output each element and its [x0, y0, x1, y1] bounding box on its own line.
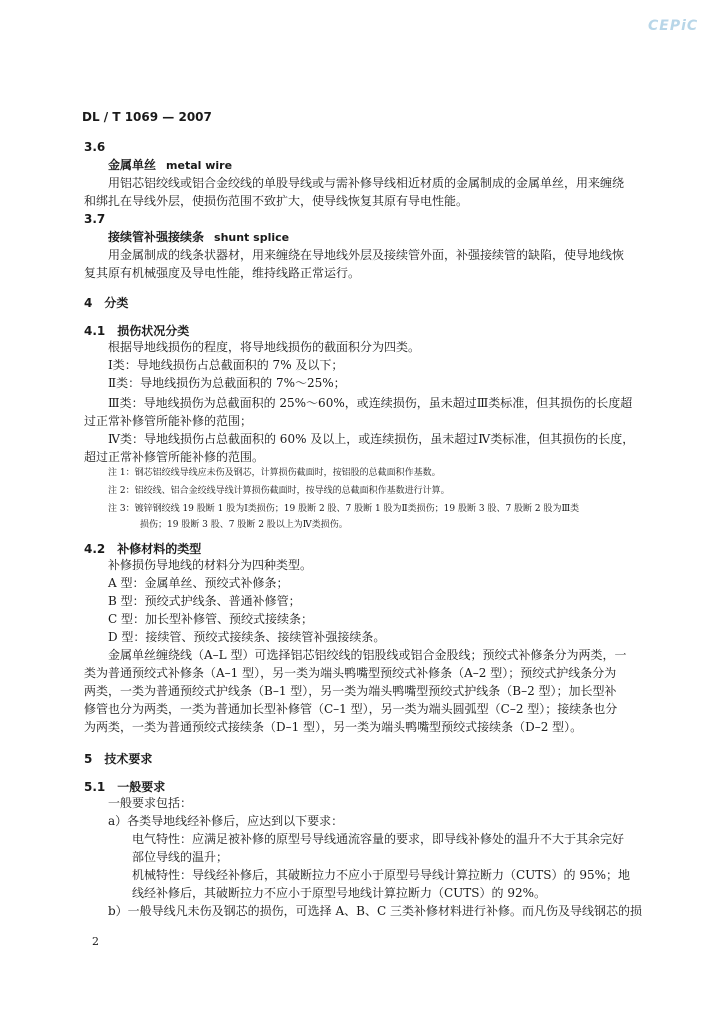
term-en: shunt splice — [214, 231, 290, 244]
list-item: Ⅳ类：导地线损伤占总截面积的 60% 及以上，或连续损伤，虽未超过Ⅳ类标准，但其损伤的长度， — [108, 432, 635, 446]
section-4-2-heading: 4.2 补修材料的类型 — [84, 542, 202, 556]
paragraph-line: 线经补修后，其破断拉力不应小于原型号地线计算拉断力（CUTS）的 92%。 — [132, 886, 547, 900]
term-zh: 接续管补强接续条 — [108, 230, 205, 244]
term-title — [108, 230, 289, 245]
paragraph-line: 用铝芯铝绞线或铝合金绞线的单股导线或与需补修导线相近材质的金属制成的金属单丝，用来缠绕 — [108, 176, 625, 190]
paragraph-line: 补修损伤导地线的材料分为四种类型。 — [108, 558, 313, 572]
list-item: B 型：预绞式护线条、普通补修管； — [108, 594, 301, 608]
note-1: 注 1：钢芯铝绞线导线应未伤及钢芯，计算损伤截面时，按铝股的总截面积作基数。 — [108, 468, 441, 478]
paragraph-line: 根据导地线损伤的程度，将导地线损伤的截面积分为四类。 — [108, 340, 421, 354]
section-4-heading: 4 分类 — [84, 296, 129, 310]
section-4-1-heading: 4.1 损伤状况分类 — [84, 324, 190, 338]
term-en: metal wire — [166, 159, 233, 172]
paragraph-line: 电气特性：应满足被补修的原型号导线通流容量的要求，即导线补修处的温升不大于其余完好 — [132, 832, 625, 846]
cepic-watermark: CEPiC — [648, 18, 699, 34]
section-3-6: 3.6 — [84, 140, 106, 154]
note-3: 注 3：镀锌钢绞线 19 股断 1 股为Ⅰ类损伤；19 股断 2 股、7 股断 1 股为Ⅱ类损伤；19 股断 3 股、7 股断 2 股为Ⅲ类 — [108, 504, 580, 514]
paragraph-line: 和绑扎在导线外层，使损伤范围不致扩大，使导线恢复其原有导电性能。 — [84, 194, 469, 208]
section-3-7: 3.7 — [84, 212, 106, 226]
list-item: Ⅱ类：导地线损伤为总截面积的 7%～25%； — [108, 376, 346, 390]
paragraph-line: 部位导线的温升； — [132, 850, 229, 864]
list-item-b: b）一般导线凡未伤及钢芯的损伤，可选择 A、B、C 三类补修材料进行补修。而凡伤及导线钢芯的损 — [108, 904, 642, 918]
list-item: Ⅲ类：导地线损伤为总截面积的 25%～60%，或连续损伤，虽未超过Ⅲ类标准，但其损伤的长度超 — [108, 396, 633, 410]
paragraph-line: 复其原有机械强度及导电性能，维持线路正常运行。 — [84, 266, 361, 280]
paragraph-line: 机械特性：导线经补修后，其破断拉力不应小于原型号导线计算拉断力（CUTS）的 95%；地 — [132, 868, 631, 882]
paragraph-line: 修管也分为两类，一类为普通加长型补修管（C–1 型），另一类为端头圆弧型（C–2 型）；接续条也分 — [84, 702, 618, 716]
note-3-continuation: 损伤；19 股断 3 股、7 股断 2 股以上为Ⅳ类损伤。 — [140, 520, 348, 530]
section-5-heading: 5 技术要求 — [84, 752, 153, 766]
list-item: D 型：接续管、预绞式接续条、接续管补强接续条。 — [108, 630, 386, 644]
list-item-a: a）各类导地线经补修后，应达到以下要求： — [108, 814, 344, 828]
paragraph-line: 类为普通预绞式补修条（A–1 型），另一类为端头鸭嘴型预绞式补修条（A–2 型）；预绞式护线条分为 — [84, 666, 617, 680]
paragraph-line: 过正常补修管所能补修的范围； — [84, 414, 253, 428]
list-item: C 型：加长型补修管、预绞式接续条； — [108, 612, 313, 626]
page-number: 2 — [92, 935, 99, 948]
term-title — [108, 158, 232, 173]
paragraph-line: 超过正常补修管所能补修的范围。 — [84, 450, 265, 464]
paragraph-line: 金属单丝缠绕线（A–L 型）可选择铝芯铝绞线的铝股线或铝合金股线；预绞式补修条分为两类，一 — [108, 648, 627, 662]
term-zh: 金属单丝 — [108, 158, 157, 172]
paragraph-line: 用金属制成的线条状器材，用来缠绕在导地线外层及接续管外面，补强接续管的缺陷，使导地线恢 — [108, 248, 625, 262]
list-item: Ⅰ类：导地线损伤占总截面积的 7% 及以下； — [108, 358, 344, 372]
list-item: A 型：金属单丝、预绞式补修条； — [108, 576, 289, 590]
paragraph-line: 两类，一类为普通预绞式护线条（B–1 型），另一类为端头鸭嘴型预绞式护线条（B–2 型）；加长型补 — [84, 684, 617, 698]
note-2: 注 2：铝绞线、铝合金绞线导线计算损伤截面时，按导线的总截面积作基数进行计算。 — [108, 486, 450, 496]
document-header: DL / T 1069 — 2007 — [82, 110, 212, 124]
paragraph-line: 为两类，一类为普通预绞式接续条（D–1 型），另一类为端头鸭嘴型预绞式接续条（D–2 型）。 — [84, 720, 583, 734]
section-5-1-heading: 5.1 一般要求 — [84, 780, 166, 794]
paragraph-line: 一般要求包括： — [108, 796, 193, 810]
